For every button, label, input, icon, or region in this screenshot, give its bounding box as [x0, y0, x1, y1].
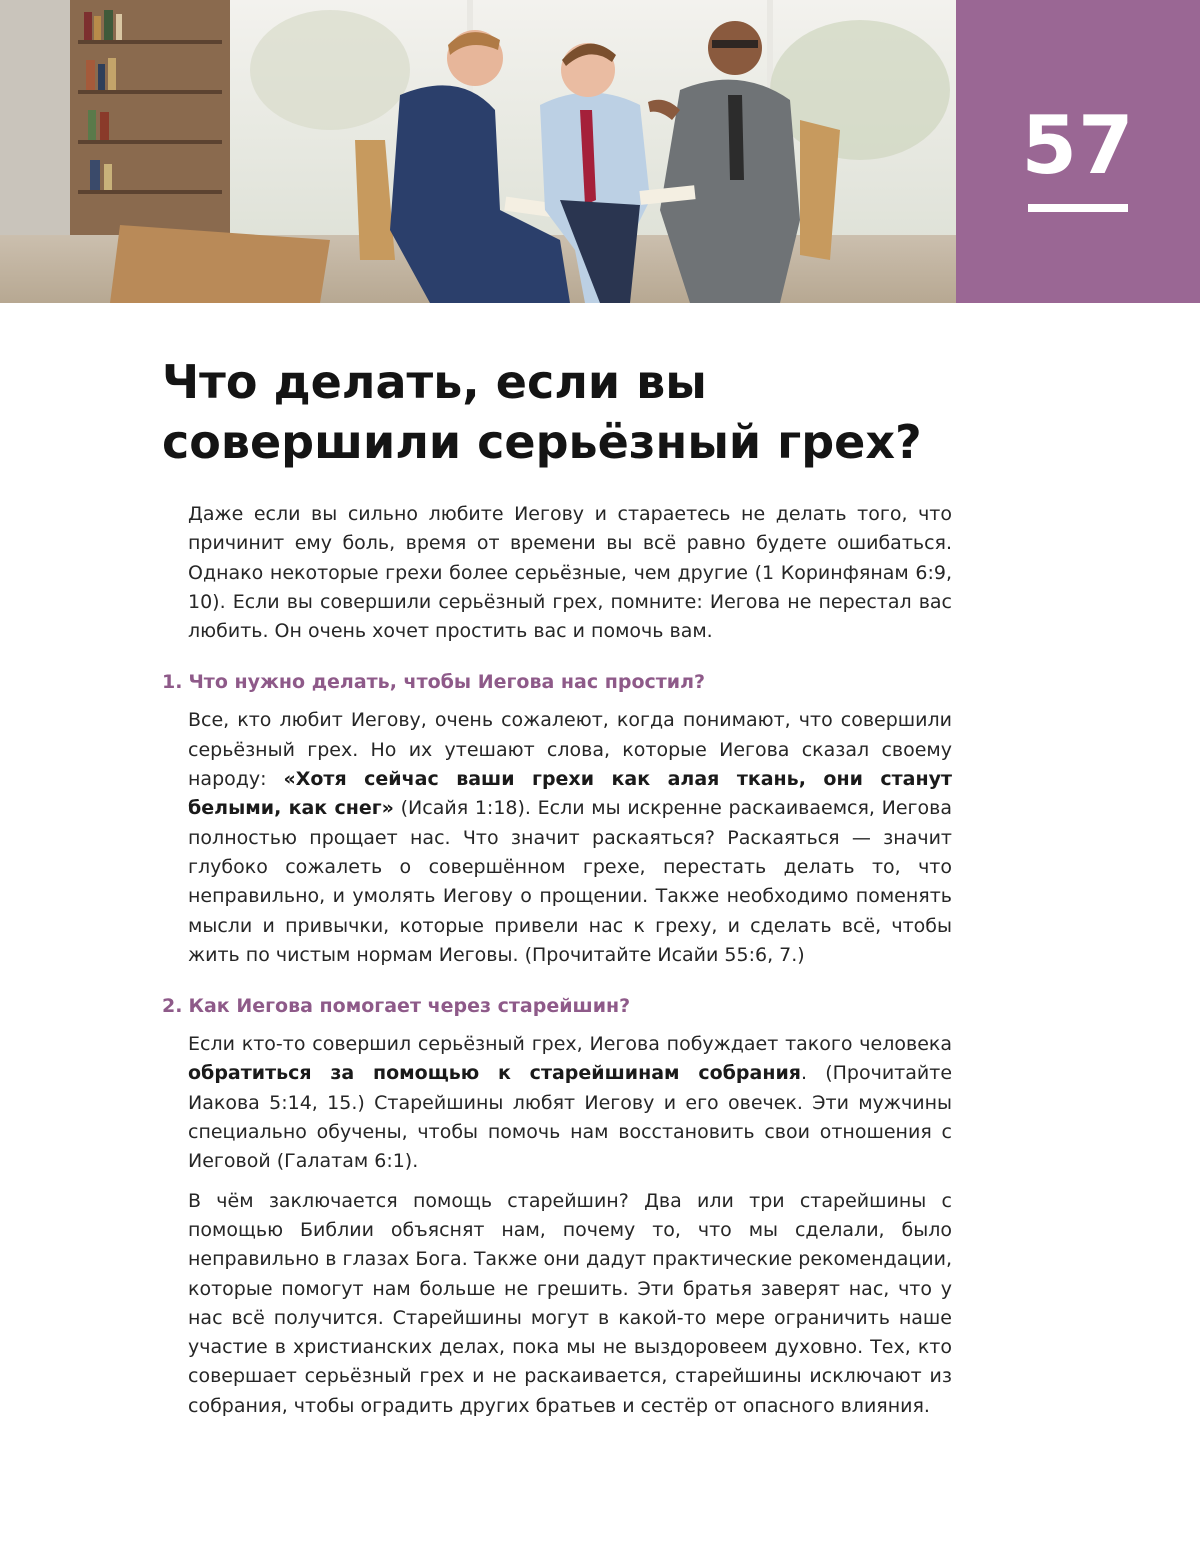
section-2-text-a: Если кто-то совершил серьёзный грех, Иегова побуждает такого человека	[188, 1033, 952, 1056]
section-1-text-a: Все, кто любит Иегову, очень сожалеют, когда понимают, что совершили серьёзный грех. Но их утешают слова, которые Иегова сказал своему народу:	[188, 709, 952, 791]
title-line-2: совершили серьёзный грех?	[162, 415, 922, 469]
section-1-scripture-quote: «Хотя сейчас ваши грехи как алая ткань, они станут белыми, как снег»	[188, 768, 952, 820]
section-1-title: Что нужно делать, чтобы Иегова нас простил?	[188, 671, 706, 694]
section-1-text-b: (Исайя 1:18). Если мы искренне раскаиваемся, Иегова полностью прощает нас. Что значит раскаяться? Раскаяться — значит глубоко сожалеть о совершённом грехе, перестать делать то, что неправильно, и умолять Иегову о прощении. Также необходимо поменять мысли и привычки, которые привели нас к греху, и сделать всё, чтобы жить по чистым нормам Иеговы. (Прочитайте Исайи 55:6, 7.)	[188, 797, 953, 966]
section-2-heading	[162, 992, 962, 1020]
section-2-paragraph-1	[188, 1030, 952, 1176]
section-2-emphasis: обратиться за помощью к старейшинам собрания	[188, 1062, 801, 1085]
chapter-underline	[1028, 204, 1128, 212]
title-line-1: Что делать, если вы	[162, 355, 707, 409]
section-2-title: Как Иегова помогает через старейшин?	[188, 995, 631, 1018]
intro-paragraph: Даже если вы сильно любите Иегову и стараетесь не делать того, что причинит ему боль, время от времени вы всё равно будете ошибаться. Однако некоторые грехи более серьёзные, чем другие (1 Коринфянам 6:9, 10). Если вы совершили серьёзный грех, помните: Иегова не перестал вас любить. Он очень хочет простить вас и помочь вам.	[188, 503, 952, 643]
section-2-paragraph-2: В чём заключается помощь старейшин? Два или три старейшины с помощью Библии объяснят нам, почему то, что мы сделали, было неправильно в глазах Бога. Также они дадут практические рекомендации, которые помогут нам больше не грешить. Эти братья заверят нас, что у нас всё получится. Старейшины могут в какой-то мере ограничить наше участие в христианских делах, пока мы не выздоровеем духовно. Тех, кто совершает серьёзный грех и не раскаивается, старейшины исключают из собрания, чтобы оградить других братьев и сестёр от опасного влияния.	[188, 1189, 952, 1417]
section-1-number: 1.	[162, 671, 183, 694]
page-title	[162, 352, 982, 472]
section-2-text-b: . (Прочитайте Иакова 5:14, 15.) Старейшины любят Иегову и его овечек. Эти мужчины специально обучены, чтобы помочь нам восстановить свои отношения с Иеговой (Галатам 6:1).	[188, 1062, 953, 1173]
section-1-paragraph	[188, 706, 952, 970]
chapter-badge	[956, 0, 1200, 303]
section-1-heading	[162, 668, 962, 696]
article-body	[162, 500, 962, 1431]
section-2-number: 2.	[162, 995, 183, 1018]
header-photo	[0, 0, 956, 303]
elders-meeting-illustration	[0, 0, 956, 303]
chapter-number: 57	[1021, 99, 1135, 192]
